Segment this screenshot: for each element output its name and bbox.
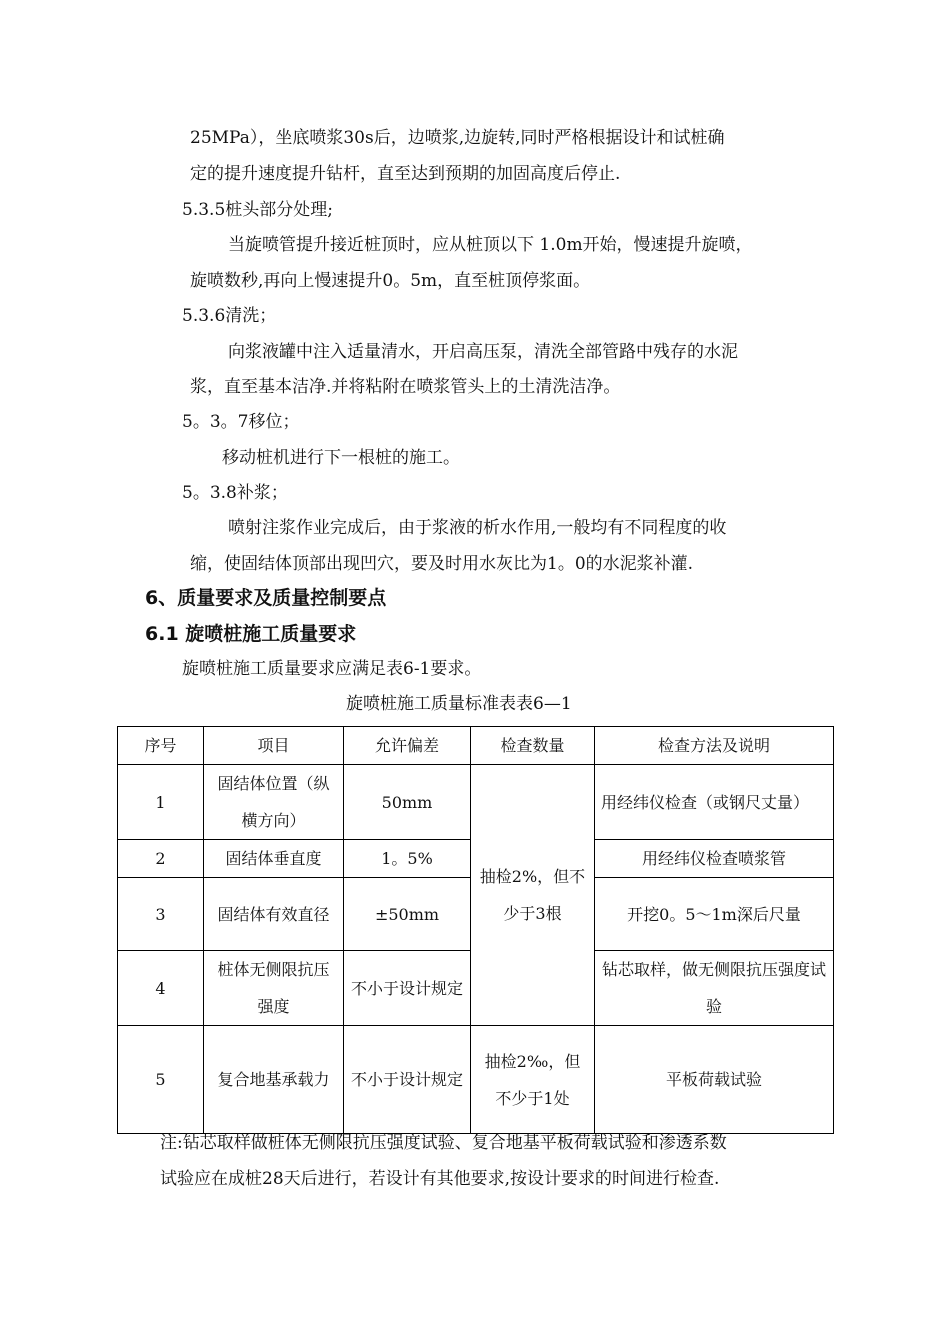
- paragraph-line: 向浆液罐中注入适量清水，开启高压泵，清洗全部管路中残存的水泥: [228, 342, 738, 362]
- header-item: 项目: [204, 727, 344, 765]
- cell-no: 4: [118, 951, 204, 1026]
- section-label: 5.3.6清洗；: [182, 306, 277, 326]
- section-label: 5.3.5桩头部分处理;: [182, 200, 333, 220]
- paragraph-line: 25MPa），坐底喷浆30s后，边喷浆,边旋转,同时严格根据设计和试桩确: [190, 128, 725, 148]
- cell-quantity-shared: 抽检2%，但不少于3根: [471, 765, 595, 1026]
- cell-item: 固结体垂直度: [204, 840, 344, 878]
- header-method: 检查方法及说明: [595, 727, 834, 765]
- header-quantity: 检查数量: [471, 727, 595, 765]
- cell-method: 平板荷载试验: [595, 1026, 834, 1134]
- paragraph-line: 旋喷数秒,再向上慢速提升0。5m，直至桩顶停浆面。: [190, 271, 591, 291]
- heading-section-6-1: 6.1 旋喷桩施工质量要求: [145, 623, 357, 645]
- cell-item: 固结体有效直径: [204, 878, 344, 951]
- quality-standard-table: [117, 726, 834, 1134]
- cell-item: 桩体无侧限抗压强度: [204, 951, 344, 1026]
- cell-method: 用经纬仪检查（或钢尺丈量）: [595, 765, 834, 840]
- section-label: 5。3。7移位；: [182, 412, 300, 432]
- section-label: 5。3.8补浆；: [182, 483, 288, 503]
- cell-tolerance: ±50mm: [344, 878, 471, 951]
- cell-tolerance: 不小于设计规定: [344, 951, 471, 1026]
- paragraph-line: 定的提升速度提升钻杆，直至达到预期的加固高度后停止.: [190, 164, 621, 184]
- table-row: [118, 1026, 834, 1134]
- cell-tolerance: 1。5%: [344, 840, 471, 878]
- cell-no: 3: [118, 878, 204, 951]
- intro-text: 旋喷桩施工质量要求应满足表6-1要求。: [182, 659, 482, 679]
- table-note-line: 试验应在成桩28天后进行，若设计有其他要求,按设计要求的时间进行检查.: [160, 1169, 720, 1189]
- table-note-line: 注:钻芯取样做桩体无侧限抗压强度试验、复合地基平板荷载试验和渗透系数: [160, 1133, 727, 1153]
- table-header-row: [118, 727, 834, 765]
- cell-method: 钻芯取样，做无侧限抗压强度试验: [595, 951, 834, 1026]
- cell-tolerance: 不小于设计规定: [344, 1026, 471, 1134]
- cell-method: 开挖0。5～1m深后尺量: [595, 878, 834, 951]
- cell-item: 复合地基承载力: [204, 1026, 344, 1134]
- table-caption: 旋喷桩施工质量标准表表6—1: [346, 694, 572, 714]
- cell-tolerance: 50mm: [344, 765, 471, 840]
- paragraph-line: 当旋喷管提升接近桩顶时，应从桩顶以下 1.0m开始，慢速提升旋喷，: [228, 235, 753, 255]
- table-row: [118, 765, 834, 840]
- cell-no: 5: [118, 1026, 204, 1134]
- paragraph-line: 移动桩机进行下一根桩的施工。: [222, 448, 460, 468]
- header-tolerance: 允许偏差: [344, 727, 471, 765]
- cell-method: 用经纬仪检查喷浆管: [595, 840, 834, 878]
- cell-no: 1: [118, 765, 204, 840]
- heading-section-6: 6、质量要求及质量控制要点: [145, 587, 387, 609]
- cell-no: 2: [118, 840, 204, 878]
- paragraph-line: 浆，直至基本洁净.并将粘附在喷浆管头上的土清洗洁净。: [190, 377, 621, 397]
- cell-item: 固结体位置（纵横方向）: [204, 765, 344, 840]
- paragraph-line: 缩，使固结体顶部出现凹穴，要及时用水灰比为1。0的水泥浆补灌.: [190, 554, 694, 574]
- header-no: 序号: [118, 727, 204, 765]
- cell-quantity: 抽检2‰，但不少于1处: [471, 1026, 595, 1134]
- paragraph-line: 喷射注浆作业完成后，由于浆液的析水作用,一般均有不同程度的收: [228, 518, 727, 538]
